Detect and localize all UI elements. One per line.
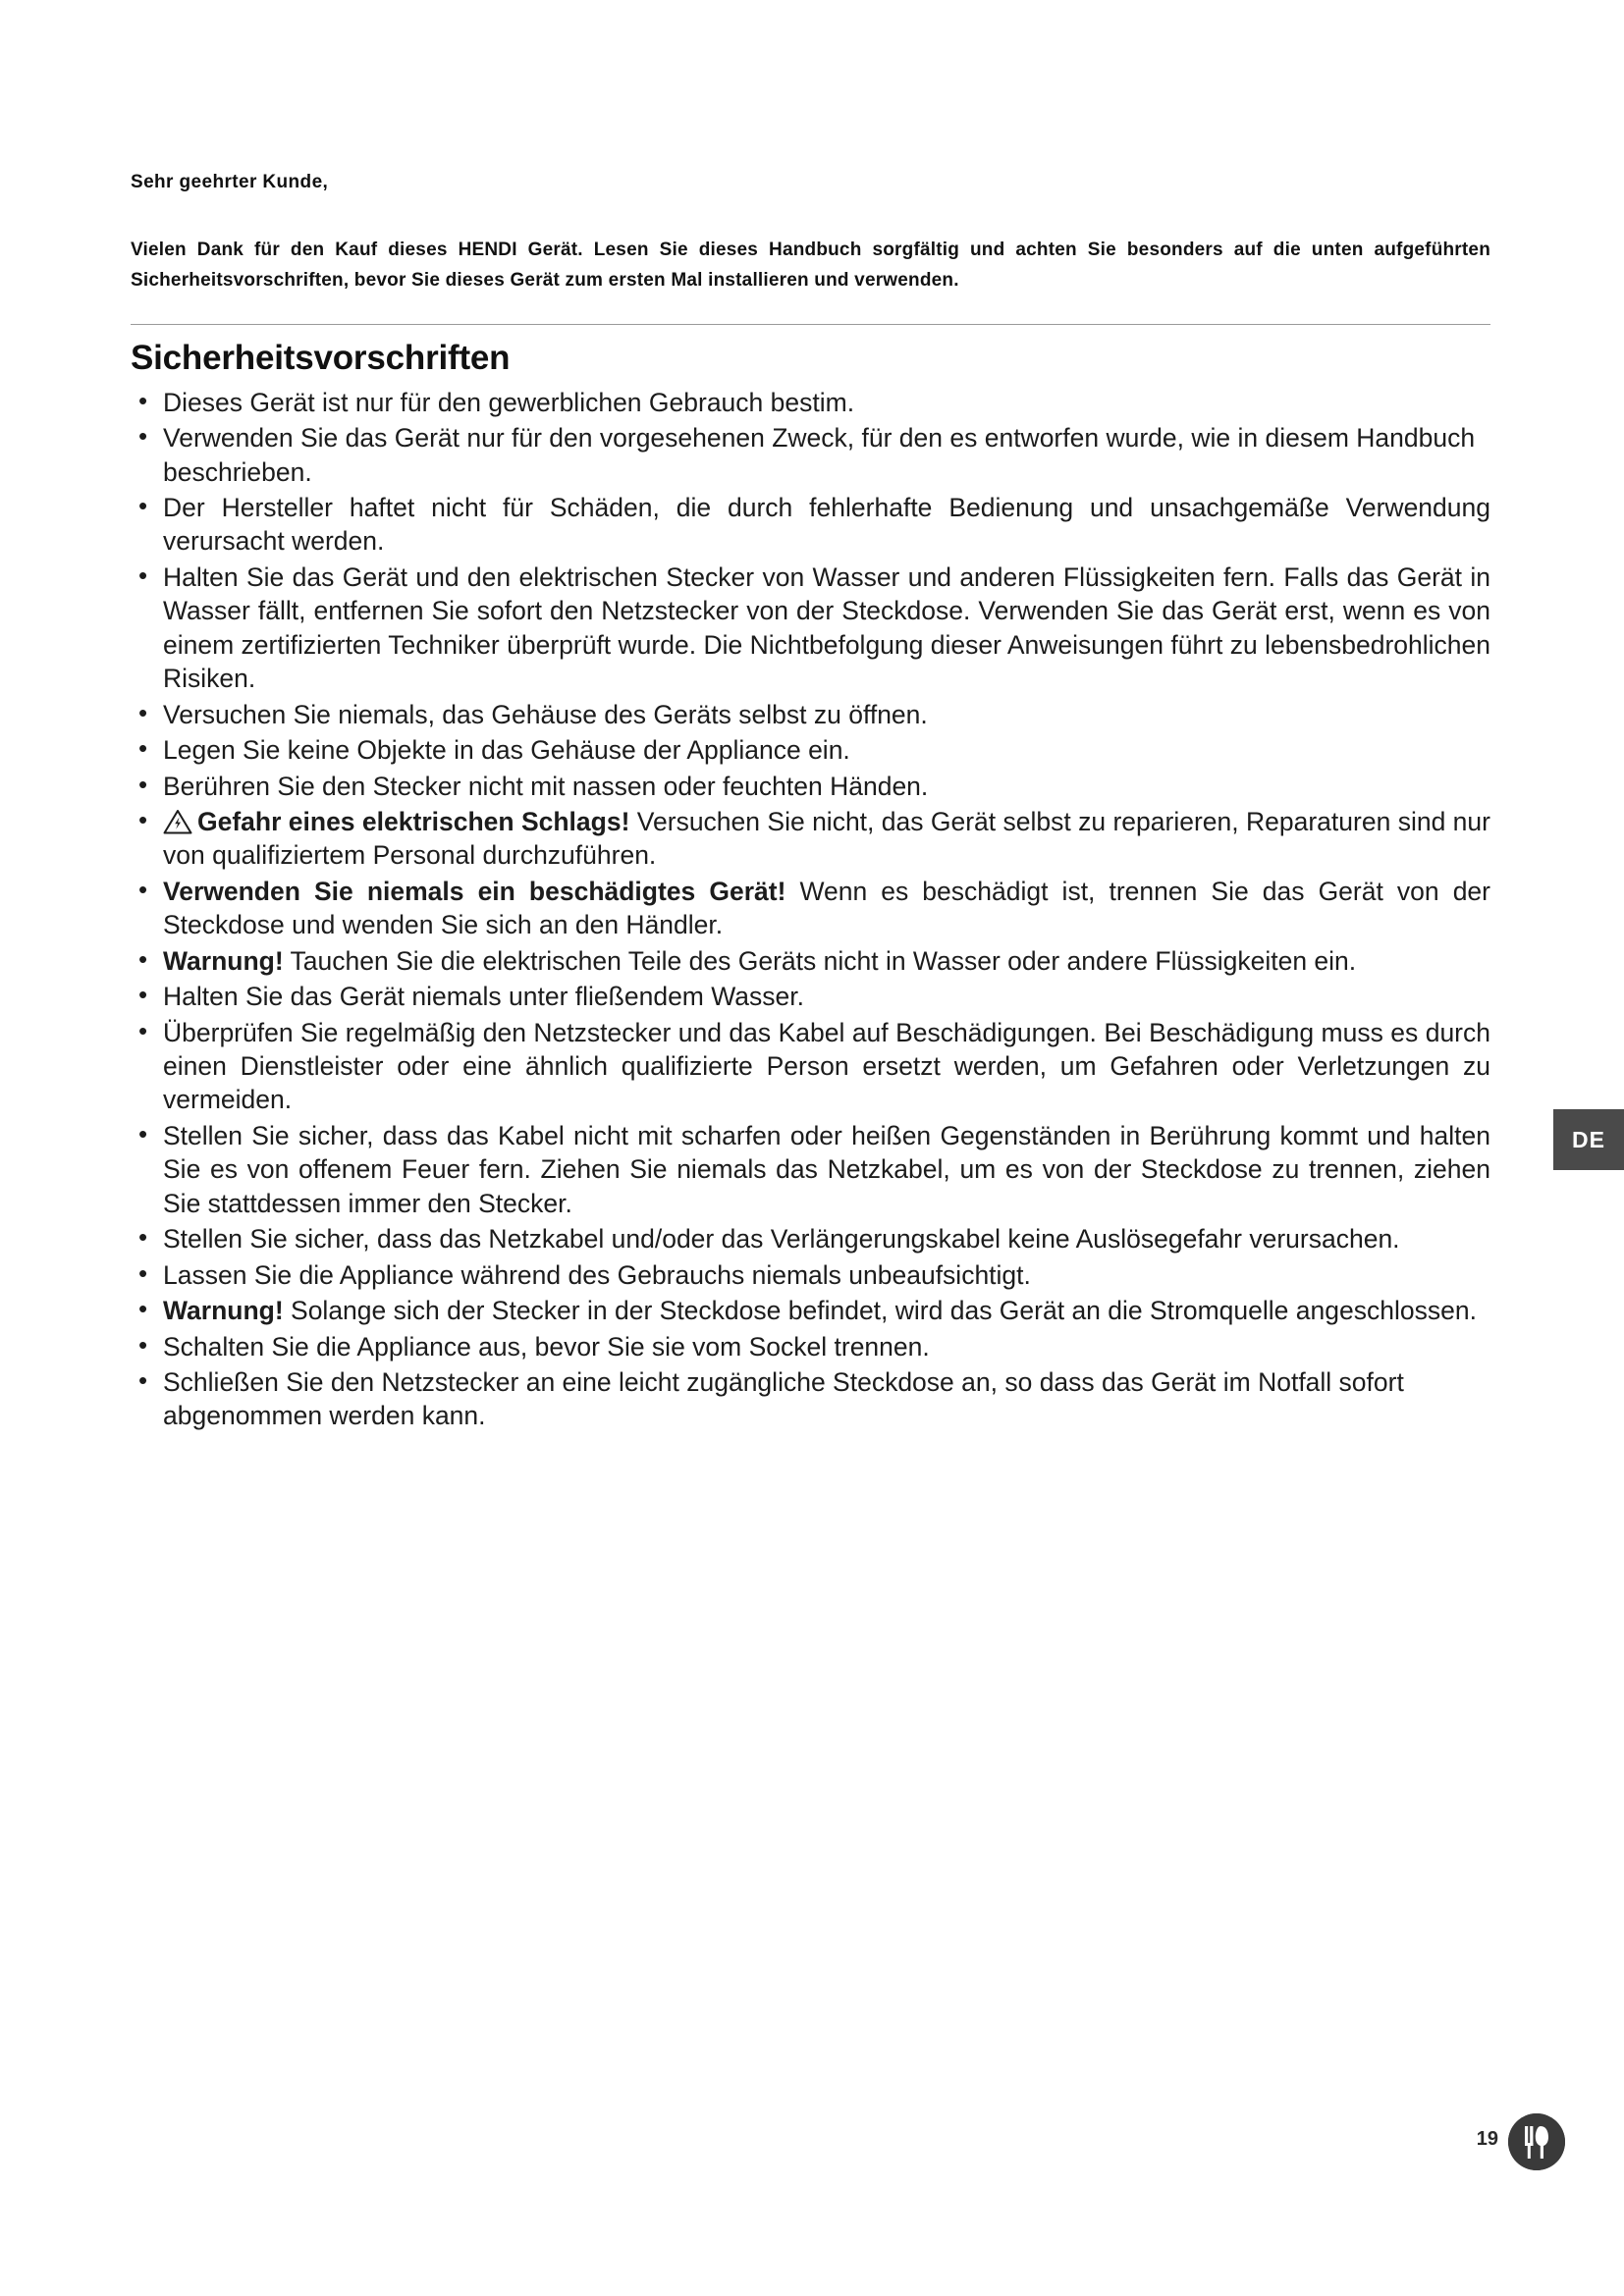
safety-bullet-lead: Warnung! — [163, 945, 284, 976]
safety-bullet-never-under-running-water — [131, 980, 1490, 1013]
safety-bullet-text: Schalten Sie die Appliance aus, bevor Sie sie vom Sockel trennen. — [163, 1331, 930, 1362]
hendi-logo-icon — [1508, 2113, 1565, 2170]
safety-bullet-text: Überprüfen Sie regelmäßig den Netzstecker und das Kabel auf Beschädigungen. Bei Beschädigung muss es durch einen Dienstleister oder eine ähnlich qualifizierte Person ersetzt werden, um Gefahren oder Verletzungen zu vermeiden. — [163, 1017, 1490, 1115]
safety-bullet-check-plug-and-cable — [131, 1016, 1490, 1117]
safety-bullet-wet-hands — [131, 770, 1490, 803]
page-number: 19 — [1476, 2128, 1498, 2150]
safety-bullet-no-objects-in-housing — [131, 733, 1490, 767]
safety-bullet-text: Tauchen Sie die elektrischen Teile des Geräts nicht in Wasser oder andere Flüssigkeiten ein. — [283, 945, 1357, 976]
safety-bullet-text: Lassen Sie die Appliance während des Gebrauchs niemals unbeaufsichtigt. — [163, 1259, 1031, 1290]
safety-bullet-text: Legen Sie keine Objekte in das Gehäuse der Appliance ein. — [163, 735, 850, 766]
safety-bullet-never-use-damaged — [131, 875, 1490, 942]
safety-bullet-lead: Gefahr eines elektrischen Schlags! — [197, 806, 630, 836]
safety-bullet-never-open-housing — [131, 698, 1490, 731]
warning-triangle-icon — [163, 809, 192, 834]
page-title: Sicherheitsvorschriften — [131, 338, 511, 377]
safety-bullet-never-unattended — [131, 1258, 1490, 1292]
safety-bullet-text: Stellen Sie sicher, dass das Netzkabel und/oder das Verlängerungskabel keine Auslösegefahr verursachen. — [163, 1224, 1400, 1255]
safety-bullet-lead: Verwenden Sie niemals ein beschädigtes Gerät! — [163, 876, 786, 906]
safety-bullet-keep-away-from-water — [131, 561, 1490, 696]
safety-bullet-switch-off-before-base — [131, 1330, 1490, 1363]
safety-bullet-text: Versuchen Sie nicht, das Gerät selbst zu reparieren, Reparaturen sind nur von qualifiziertem Personal durchzuführen. — [163, 806, 1490, 871]
safety-bullet-text: Der Hersteller haftet nicht für Schäden, die durch fehlerhafte Bedienung und unsachgemäße Verwendung verursacht werden. — [163, 493, 1490, 557]
safety-bullet-text: Halten Sie das Gerät und den elektrischen Stecker von Wasser und anderen Flüssigkeiten fern. Falls das Gerät in Wasser fällt, entfernen Sie sofort den Netzstecker von der Steckdose. Verwenden Sie das Gerät erst, wenn es von einem zertifizierten Techniker überprüft wurde. Die Nichtbefolgung dieser Anweisungen führt zu lebensbedrohlichen Risiken. — [163, 561, 1490, 694]
safety-bullet-electric-shock-danger — [131, 805, 1490, 873]
safety-bullet-trip-hazard — [131, 1222, 1490, 1255]
safety-bullet-text: Verwenden Sie das Gerät nur für den vorgesehenen Zweck, für den es entworfen wurde, wie in diesem Handbuch beschrieben. — [163, 423, 1476, 487]
safety-bullet-cable-sharp-hot-objects — [131, 1119, 1490, 1220]
safety-bullet-manufacturer-liability — [131, 491, 1490, 559]
safety-bullet-commercial-use — [131, 386, 1490, 419]
safety-bullet-accessible-socket — [131, 1365, 1490, 1433]
intro-paragraph: Vielen Dank für den Kauf dieses HENDI Gerät. Lesen Sie dieses Handbuch sorgfältig und achten Sie besonders auf die unten aufgeführten Sicherheitsvorschriften, bevor Sie dieses Gerät zum ersten Mal installieren und verwenden. — [131, 240, 1490, 292]
safety-bullet-text: Versuchen Sie niemals, das Gehäuse des Geräts selbst zu öffnen. — [163, 699, 928, 729]
language-tab-de: DE — [1553, 1109, 1624, 1170]
safety-bullet-lead: Warnung! — [163, 1296, 284, 1326]
safety-bullet-plug-in-socket-power — [131, 1294, 1490, 1327]
safety-bullet-text: Schließen Sie den Netzstecker an eine leicht zugängliche Steckdose an, so dass das Gerät im Notfall sofort abgenommen werden kann. — [163, 1366, 1404, 1431]
safety-bullet-text: Wenn es beschädigt ist, trennen Sie das Gerät von der Steckdose und wenden Sie sich an den Händler. — [163, 876, 1490, 940]
safety-bullet-text: Stellen Sie sicher, dass das Kabel nicht mit scharfen oder heißen Gegenständen in Berührung kommt und halten Sie es von offenem Feuer fern. Ziehen Sie niemals das Netzkabel, um es von der Steckdose zu trennen, ziehen Sie stattdessen immer den Stecker. — [163, 1120, 1490, 1218]
salutation-text: Sehr geehrter Kunde, — [131, 172, 329, 192]
section-divider — [131, 324, 1490, 325]
safety-bullet-intended-purpose — [131, 421, 1490, 489]
safety-bullet-do-not-immerse — [131, 944, 1490, 978]
safety-bullet-text: Solange sich der Stecker in der Steckdose befindet, wird das Gerät an die Stromquelle angeschlossen. — [283, 1296, 1477, 1326]
safety-instructions-list — [131, 386, 1490, 1433]
safety-bullet-text: Berühren Sie den Stecker nicht mit nassen oder feuchten Händen. — [163, 771, 929, 801]
safety-bullet-text: Dieses Gerät ist nur für den gewerblichen Gebrauch bestim. — [163, 387, 855, 417]
page-content — [131, 172, 1490, 1435]
safety-bullet-text: Halten Sie das Gerät niemals unter fließendem Wasser. — [163, 982, 804, 1012]
